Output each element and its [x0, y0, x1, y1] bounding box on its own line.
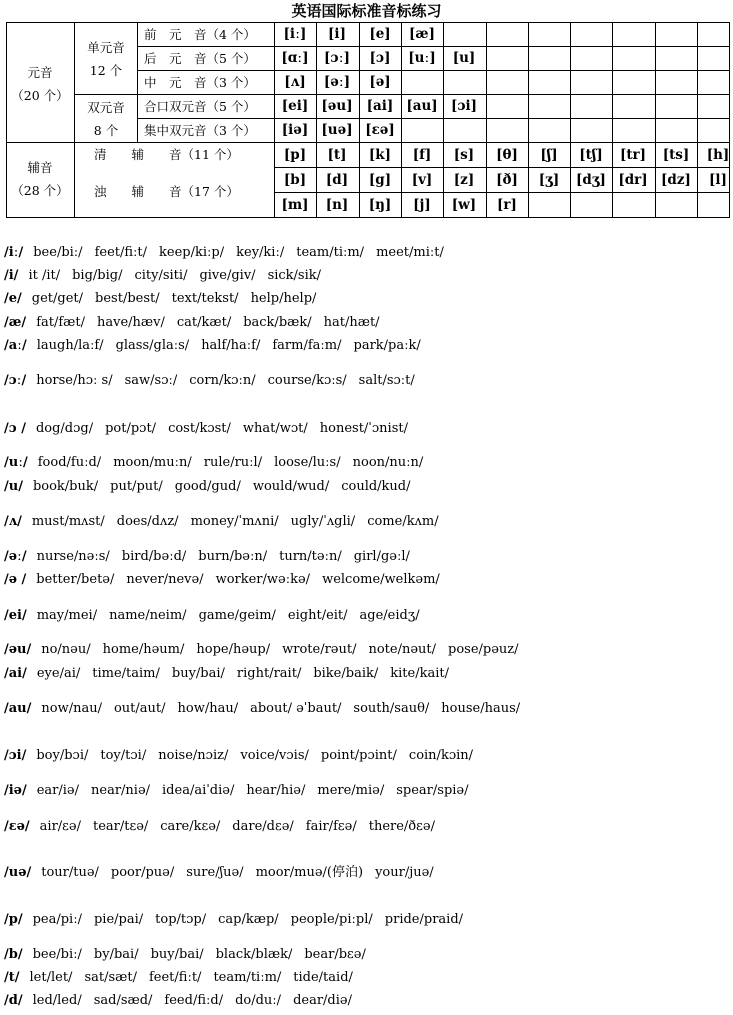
practice-example: sat/sæt/ — [84, 970, 137, 985]
practice-example: text/tekst/ — [171, 291, 239, 306]
practice-example: by/bai/ — [93, 947, 139, 962]
diphthong-count: 8 个 — [93, 123, 119, 138]
practice-example: sad/sæd/ — [93, 993, 153, 1008]
practice-symbol: /iː/ — [4, 245, 24, 260]
practice-example: near/niə/ — [91, 783, 151, 798]
practice-symbol: /d/ — [4, 993, 23, 1008]
practice-example: do/duː/ — [235, 993, 282, 1008]
phoneme-cell: [ai] — [366, 98, 394, 114]
practice-symbol: /ə / — [4, 572, 27, 587]
practice-example: team/tiːm/ — [213, 970, 282, 985]
practice-example: led/led/ — [32, 993, 82, 1008]
phoneme-cell: [ɔi] — [450, 98, 478, 114]
practice-example: welcome/welkəm/ — [322, 572, 440, 587]
phoneme-cell: [tr] — [619, 146, 647, 163]
practice-example: get/get/ — [31, 291, 84, 306]
phoneme-cell: [g] — [368, 171, 392, 188]
practice-example: rule/ruːl/ — [203, 455, 263, 470]
phoneme-cell: [w] — [451, 197, 477, 213]
practice-example: there/ðεə/ — [368, 819, 435, 834]
phoneme-cell: [ɔː] — [324, 50, 350, 66]
practice-example: buy/bai/ — [171, 666, 225, 681]
practice-example: bike/baik/ — [313, 666, 379, 681]
practice-example: fair/fεə/ — [305, 819, 357, 834]
practice-example: money/ˈmʌni/ — [190, 514, 279, 529]
phoneme-cell: [uə] — [321, 122, 353, 138]
phoneme-cell: [i] — [328, 26, 346, 42]
practice-example: must/mʌst/ — [31, 514, 105, 529]
practice-row — [4, 245, 456, 261]
practice-symbol: /e/ — [4, 291, 22, 306]
practice-example: time/taim/ — [92, 666, 160, 681]
practice-example: worker/wəːkə/ — [215, 572, 311, 587]
practice-example: book/buk/ — [32, 479, 99, 494]
practice-example: tear/tεə/ — [92, 819, 149, 834]
practice-example: how/hau/ — [177, 701, 239, 716]
practice-symbol: /uː/ — [4, 455, 28, 470]
practice-row — [4, 421, 420, 437]
practice-example: point/pɔint/ — [320, 748, 397, 763]
practice-example: give/giv/ — [199, 268, 256, 283]
practice-example: feet/fiːt/ — [94, 245, 148, 260]
practice-symbol: /b/ — [4, 947, 23, 962]
practice-symbol: /æ/ — [4, 315, 27, 330]
chart-row-label: 前 元 音（4 个） — [144, 26, 256, 42]
practice-example: does/dʌz/ — [116, 514, 179, 529]
practice-example: care/kεə/ — [160, 819, 221, 834]
practice-example: park/paːk/ — [353, 338, 421, 353]
practice-example: burn/bəːn/ — [198, 549, 268, 564]
practice-example: could/kud/ — [341, 479, 411, 494]
phoneme-cell: [u] — [452, 50, 476, 66]
practice-example: loose/luːs/ — [274, 455, 341, 470]
phoneme-cell: [e] — [369, 26, 391, 42]
practice-example: dog/dɔg/ — [35, 421, 94, 436]
practice-example: put/put/ — [110, 479, 163, 494]
practice-example: air/εə/ — [39, 819, 81, 834]
practice-symbol: /ei/ — [4, 608, 27, 623]
practice-example: toy/tɔi/ — [100, 748, 147, 763]
chart-row-label: 后 元 音（5 个） — [144, 50, 256, 66]
practice-example: would/wud/ — [252, 479, 330, 494]
practice-example: cat/kæt/ — [176, 315, 232, 330]
practice-example: best/best/ — [95, 291, 160, 306]
practice-example: city/siti/ — [134, 268, 188, 283]
practice-example: feet/fiːt/ — [148, 970, 202, 985]
practice-example: half/haːf/ — [201, 338, 261, 353]
practice-example: idea/aiˈdiə/ — [162, 783, 235, 798]
practice-row — [4, 291, 328, 307]
practice-symbol: /t/ — [4, 970, 20, 985]
practice-example: dare/dεə/ — [232, 819, 294, 834]
phoneme-cell: [au] — [406, 98, 438, 114]
practice-example: sure/ʃuə/ — [186, 865, 244, 880]
chart-row-label: 清 辅 音（11 个） — [94, 147, 239, 162]
practice-example: bird/bəːd/ — [121, 549, 187, 564]
practice-example: sick/sik/ — [267, 268, 322, 283]
practice-row — [4, 608, 432, 624]
practice-row — [4, 268, 333, 284]
practice-example: wrote/rəut/ — [282, 642, 357, 657]
practice-example: noon/nuːn/ — [352, 455, 424, 470]
phoneme-cell: [ei] — [281, 98, 309, 114]
practice-example: pose/pəuz/ — [448, 642, 519, 657]
chart-row-label: 集中双元音（3 个） — [144, 122, 256, 138]
phoneme-cell: [s] — [453, 146, 475, 163]
practice-symbol: /i/ — [4, 268, 19, 283]
practice-row — [4, 338, 433, 354]
practice-example: no/nəu/ — [41, 642, 91, 657]
practice-example: hear/hiə/ — [246, 783, 306, 798]
practice-symbol: /u/ — [4, 479, 23, 494]
practice-example: farm/faːm/ — [272, 338, 342, 353]
chart-row-label: 中 元 音（3 个） — [144, 74, 256, 90]
phoneme-cell: [r] — [497, 197, 517, 213]
phoneme-cell: [ts] — [662, 146, 690, 163]
practice-example: girl/gəːl/ — [353, 549, 410, 564]
phoneme-cell: [l] — [709, 171, 727, 188]
practice-example: keep/kiːp/ — [159, 245, 225, 260]
practice-row — [4, 701, 532, 717]
practice-example: pea/piː/ — [32, 912, 82, 927]
practice-example: south/sauθ/ — [353, 701, 430, 716]
practice-example: feed/fiːd/ — [164, 993, 224, 1008]
practice-example: let/let/ — [29, 970, 73, 985]
practice-example: pot/pɔt/ — [105, 421, 157, 436]
practice-example: cap/kæp/ — [218, 912, 279, 927]
practice-example: about/ əˈbaut/ — [250, 701, 342, 716]
phoneme-cell: [t] — [327, 146, 347, 163]
phoneme-cell: [iː] — [283, 26, 307, 42]
practice-row — [4, 748, 485, 764]
practice-row — [4, 572, 452, 588]
practice-example: eight/eit/ — [287, 608, 348, 623]
practice-example: ugly/ˈʌgli/ — [290, 514, 356, 529]
practice-row — [4, 514, 451, 530]
practice-example: game/geim/ — [198, 608, 276, 623]
phoneme-cell: [ŋ] — [368, 197, 392, 213]
practice-example: poor/puə/ — [110, 865, 175, 880]
phoneme-cell: [ɑː] — [281, 50, 309, 66]
practice-symbol: /ai/ — [4, 666, 27, 681]
practice-row — [4, 455, 435, 471]
practice-row — [4, 315, 392, 331]
practice-row — [4, 947, 378, 963]
diphthong-label: 双元音 — [87, 100, 125, 115]
practice-row — [4, 549, 422, 565]
phoneme-cell: [ɔ] — [369, 50, 391, 66]
practice-example: glass/glaːs/ — [115, 338, 190, 353]
practice-example: hat/hæt/ — [323, 315, 380, 330]
practice-symbol: /ɔ / — [4, 421, 26, 436]
practice-example: bee/biː/ — [32, 947, 82, 962]
phoneme-cell: [ʒ] — [538, 171, 560, 188]
practice-example: name/neim/ — [109, 608, 187, 623]
phoneme-cell: [m] — [281, 197, 309, 213]
practice-example: pride/praid/ — [384, 912, 464, 927]
practice-example: salt/sɔːt/ — [358, 373, 415, 388]
practice-example: it /it/ — [28, 268, 61, 283]
phoneme-cell: [iə] — [281, 122, 309, 138]
practice-example: laugh/laːf/ — [36, 338, 104, 353]
practice-example: your/juə/ — [375, 865, 434, 880]
practice-symbol: /uə/ — [4, 865, 32, 880]
practice-example: home/həum/ — [102, 642, 185, 657]
practice-example: dear/diə/ — [293, 993, 352, 1008]
practice-example: tide/taid/ — [293, 970, 353, 985]
practice-example: back/bæk/ — [243, 315, 312, 330]
phoneme-cell: [f] — [412, 146, 432, 163]
practice-example: people/piːpl/ — [290, 912, 373, 927]
phoneme-cell: [əː] — [323, 74, 351, 90]
monophthong-label: 单元音 — [87, 40, 125, 55]
practice-example: big/big/ — [72, 268, 123, 283]
practice-example: right/rait/ — [236, 666, 302, 681]
practice-example: team/tiːm/ — [296, 245, 365, 260]
practice-symbol: /aː/ — [4, 338, 27, 353]
practice-example: come/kʌm/ — [367, 514, 439, 529]
vowels-label: 元音 — [27, 65, 53, 80]
practice-symbol: /εə/ — [4, 819, 30, 834]
practice-example: meet/miːt/ — [376, 245, 444, 260]
phoneme-cell: [dz] — [661, 171, 691, 188]
phoneme-cell: [ʌ] — [284, 74, 306, 90]
practice-example: noise/nɔiz/ — [158, 748, 229, 763]
practice-row — [4, 642, 531, 658]
practice-row — [4, 819, 447, 835]
practice-symbol: /au/ — [4, 701, 32, 716]
practice-example: bee/biː/ — [33, 245, 83, 260]
practice-row — [4, 993, 364, 1009]
phoneme-cell: [uː] — [408, 50, 436, 66]
phoneme-cell: [v] — [411, 171, 433, 188]
chart-row-label: 浊 辅 音（17 个） — [94, 184, 239, 199]
practice-row — [4, 865, 446, 881]
phoneme-cell: [b] — [283, 171, 307, 188]
practice-example: ear/iə/ — [36, 783, 79, 798]
practice-example: may/mei/ — [36, 608, 98, 623]
phoneme-cell: [ə] — [369, 74, 391, 90]
practice-example: moon/muːn/ — [113, 455, 192, 470]
phoneme-cell: [εə] — [365, 122, 395, 138]
practice-row — [4, 373, 427, 389]
practice-symbol: /ɔi/ — [4, 748, 27, 763]
practice-example: horse/hɔː s/ — [36, 373, 113, 388]
phoneme-cell: [tʃ] — [579, 146, 603, 163]
phoneme-cell: [ð] — [496, 171, 518, 188]
practice-example: what/wɔt/ — [242, 421, 308, 436]
practice-symbol: /iə/ — [4, 783, 27, 798]
practice-example: cost/kɔst/ — [168, 421, 231, 436]
practice-example: pie/pai/ — [93, 912, 144, 927]
practice-example: coin/kɔin/ — [408, 748, 474, 763]
practice-example: age/eidʒ/ — [359, 608, 420, 623]
phoneme-cell: [d] — [325, 171, 349, 188]
phoneme-cell: [j] — [413, 197, 431, 213]
practice-example: fat/fæt/ — [36, 315, 85, 330]
practice-example: corn/kɔːn/ — [189, 373, 256, 388]
phoneme-cell: [k] — [368, 146, 392, 163]
practice-example: mere/miə/ — [317, 783, 385, 798]
phoneme-cell: [z] — [453, 171, 475, 188]
practice-example: bear/bεə/ — [304, 947, 366, 962]
practice-example: house/haus/ — [441, 701, 521, 716]
practice-example: moor/muə/(停泊) — [255, 865, 364, 880]
phoneme-cell: [h] — [706, 146, 730, 163]
practice-symbol: /ɔː/ — [4, 373, 27, 388]
practice-example: kite/kait/ — [390, 666, 449, 681]
practice-row — [4, 783, 481, 799]
practice-example: eye/ai/ — [36, 666, 81, 681]
phoneme-cell: [dr] — [618, 171, 648, 188]
phoneme-cell: [n] — [325, 197, 349, 213]
practice-example: food/fuːd/ — [37, 455, 102, 470]
monophthong-count: 12 个 — [89, 63, 123, 78]
practice-example: now/nau/ — [41, 701, 102, 716]
phoneme-cell: [θ] — [496, 146, 518, 163]
practice-example: never/nevə/ — [126, 572, 204, 587]
practice-example: top/tɔp/ — [155, 912, 207, 927]
consonants-count: （28 个） — [11, 183, 69, 198]
practice-example: nurse/nəːs/ — [36, 549, 110, 564]
practice-example: out/aut/ — [113, 701, 166, 716]
practice-symbol: /ʌ/ — [4, 514, 22, 529]
practice-example: saw/sɔː/ — [124, 373, 178, 388]
practice-row — [4, 666, 461, 682]
consonants-label: 辅音 — [27, 160, 53, 175]
phoneme-cell: [əu] — [321, 98, 353, 114]
practice-example: course/kɔːs/ — [267, 373, 347, 388]
practice-example: better/betə/ — [36, 572, 115, 587]
practice-example: boy/bɔi/ — [36, 748, 89, 763]
practice-example: black/blæk/ — [215, 947, 293, 962]
practice-symbol: /əː/ — [4, 549, 27, 564]
vowels-count: （20 个） — [11, 88, 69, 103]
practice-example: spear/spiə/ — [396, 783, 469, 798]
practice-example: honest/ˈɔnist/ — [319, 421, 408, 436]
practice-row — [4, 970, 365, 986]
practice-example: key/kiː/ — [236, 245, 285, 260]
practice-example: voice/vɔis/ — [240, 748, 309, 763]
page-title: 英语国际标准音标练习 — [291, 2, 442, 20]
practice-example: tour/tuə/ — [41, 865, 99, 880]
practice-symbol: /əu/ — [4, 642, 32, 657]
practice-example: note/nəut/ — [368, 642, 437, 657]
practice-example: help/help/ — [250, 291, 317, 306]
practice-example: have/hæv/ — [97, 315, 165, 330]
chart-row-label: 合口双元音（5 个） — [144, 98, 256, 114]
practice-example: good/gud/ — [174, 479, 241, 494]
practice-example: buy/bai/ — [150, 947, 204, 962]
phoneme-cell: [dʒ] — [576, 171, 606, 188]
practice-example: hope/həup/ — [196, 642, 271, 657]
phoneme-cell: [ʃ] — [540, 146, 558, 163]
phoneme-cell: [æ] — [409, 26, 435, 42]
practice-example: turn/təːn/ — [279, 549, 342, 564]
practice-row — [4, 912, 475, 928]
phoneme-cell: [p] — [283, 146, 307, 163]
practice-symbol: /p/ — [4, 912, 23, 927]
practice-row — [4, 479, 423, 495]
